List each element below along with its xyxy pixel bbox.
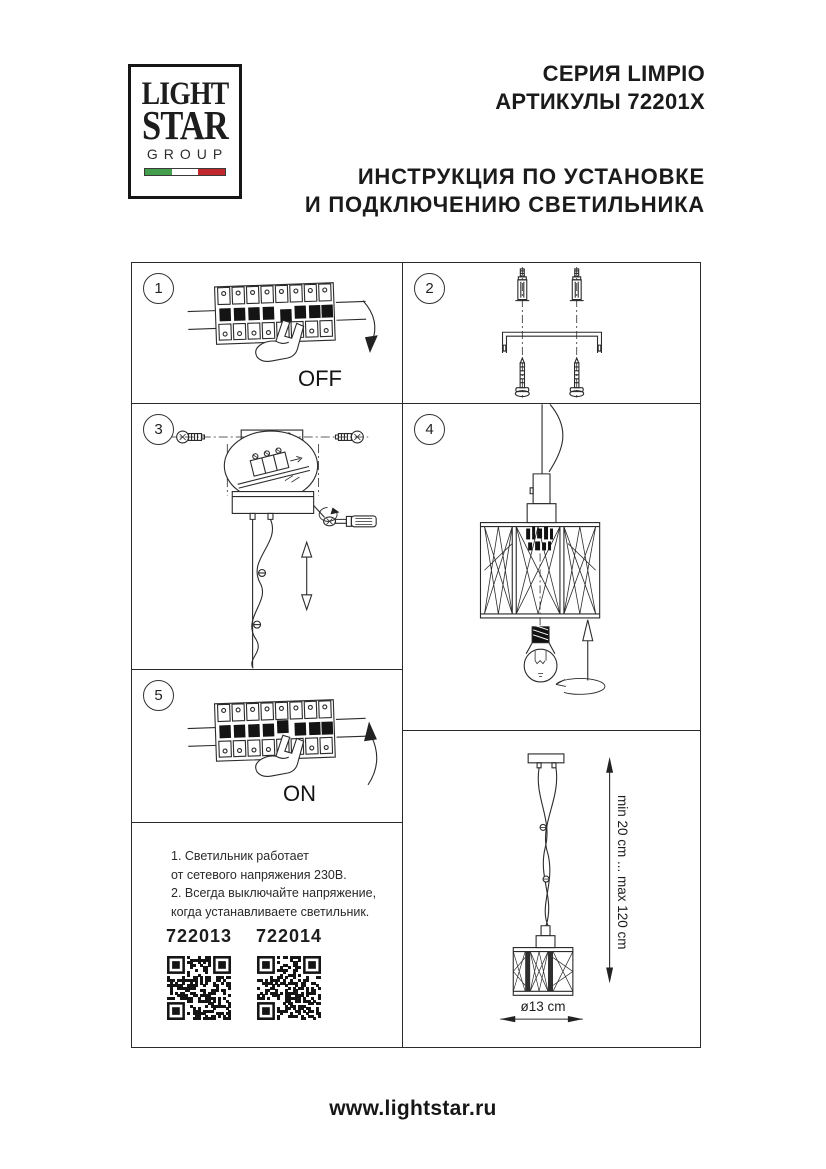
step-1-panel	[131, 262, 403, 405]
flag-red-stripe	[198, 169, 225, 175]
rotate-down-arrow	[363, 301, 378, 353]
note-line-3: 2. Всегда выключайте напряжение,	[171, 886, 377, 900]
pendant-socket	[536, 926, 555, 948]
off-label: OFF	[298, 366, 342, 391]
shade-bulb-drawing	[403, 404, 700, 731]
note-line-2: от сетевого напряжения 230В.	[171, 867, 347, 882]
step-4-panel	[402, 403, 701, 732]
pendant-shade	[513, 948, 573, 996]
screwdriver	[314, 505, 377, 526]
rotation-arrow	[556, 678, 605, 694]
step-2-number: 2	[414, 273, 445, 304]
rotate-up-arrow	[364, 721, 377, 784]
ceiling-canopy	[232, 492, 313, 514]
diameter-dimension-arrow	[500, 1016, 582, 1022]
step-3-panel	[131, 403, 403, 671]
step-5-panel	[131, 669, 403, 824]
step-2-panel	[402, 262, 701, 405]
ceiling-mount-wiring-drawing	[132, 404, 402, 670]
height-dimension-arrow	[606, 757, 613, 983]
instruction-grid	[131, 262, 701, 1048]
instruction-title-line2: И ПОДКЛЮЧЕНИЮ СВЕТИЛЬНИКА	[304, 192, 705, 217]
pointing-hand-icon	[256, 320, 304, 361]
anchors-bracket-screws-drawing	[403, 263, 700, 404]
step-4-number: 4	[414, 414, 445, 445]
header-instruction-block	[305, 163, 705, 219]
logo-word-star: STAR	[142, 102, 228, 149]
article-code-722014: 722014	[256, 926, 323, 946]
step-5-number: 5	[143, 680, 174, 711]
step-3-number: 3	[143, 414, 174, 445]
safety-notes	[171, 847, 376, 921]
logo-word-group: GROUP	[146, 145, 229, 162]
height-range-label: min 20 cm ... max 120 cm	[615, 794, 630, 950]
up-down-arrow	[302, 542, 312, 610]
cable-2	[545, 768, 556, 926]
power-wire	[549, 404, 563, 472]
note-line-1: 1. Светильник работает	[171, 849, 309, 863]
cable-1	[538, 768, 548, 926]
qr-code-722013	[167, 956, 231, 1020]
lightstar-logo	[128, 64, 242, 199]
socket-housing	[527, 474, 556, 523]
ceiling-plate	[528, 754, 564, 768]
series-title: СЕРИЯ LIMPIO	[542, 61, 705, 86]
flag-white-stripe	[172, 169, 199, 175]
diameter-label: ø13 cm	[520, 999, 566, 1014]
instruction-title-line1: ИНСТРУКЦИЯ ПО УСТАНОВКЕ	[357, 164, 705, 189]
wire-connector-beads	[254, 570, 266, 629]
flag-green-stripe	[145, 169, 172, 175]
pendant-dimensions-panel	[402, 730, 701, 1048]
up-arrow	[583, 620, 593, 681]
note-line-4: когда устанавливаете светильник.	[171, 904, 370, 919]
italian-flag-stripe	[144, 168, 226, 176]
header-series-block	[495, 60, 705, 116]
on-label: ON	[283, 781, 316, 806]
power-wire	[252, 519, 273, 668]
cable-gland-right	[268, 513, 273, 519]
mounting-bracket	[503, 332, 602, 353]
cable-gland-left	[250, 513, 255, 519]
light-bulb	[524, 625, 557, 682]
notes-panel	[131, 822, 403, 1048]
logo-word-light: LIGHT	[141, 76, 229, 112]
socket-seen-through-glass	[526, 527, 553, 551]
qr-code-722014	[257, 956, 321, 1020]
articles-title: АРТИКУЛЫ 72201X	[495, 89, 705, 114]
article-code-722013: 722013	[166, 926, 233, 946]
step-1-number: 1	[143, 273, 174, 304]
website-url: www.lightstar.ru	[329, 1097, 497, 1120]
